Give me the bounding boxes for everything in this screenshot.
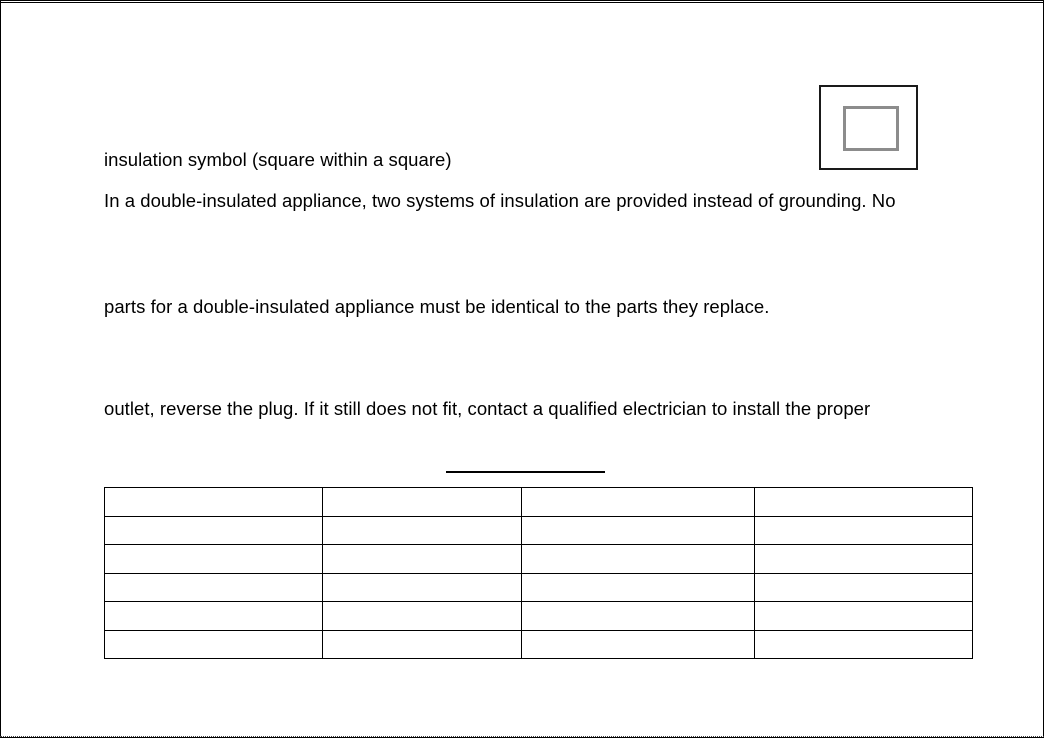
table-row <box>105 488 973 517</box>
bottom-dotted-rule <box>0 736 1044 737</box>
data-table <box>104 487 973 659</box>
text-line-insulation-symbol: insulation symbol (square within a square) <box>104 149 452 170</box>
heading-underline <box>446 471 605 473</box>
table-cell <box>755 545 973 574</box>
table-row <box>105 573 973 602</box>
table-cell <box>755 602 973 631</box>
table-row <box>105 516 973 545</box>
table-row <box>105 602 973 631</box>
table-cell <box>323 545 522 574</box>
table-cell <box>105 516 323 545</box>
inner-square-icon <box>843 106 899 151</box>
table-cell <box>323 630 522 659</box>
table-cell <box>522 630 755 659</box>
table-body <box>105 488 973 659</box>
table-cell <box>105 573 323 602</box>
table-cell <box>522 488 755 517</box>
table-cell <box>522 573 755 602</box>
table-cell <box>755 488 973 517</box>
top-border-rule <box>0 2 1044 3</box>
table-cell <box>105 630 323 659</box>
table-row <box>105 630 973 659</box>
table-cell <box>755 516 973 545</box>
table-cell <box>323 488 522 517</box>
table-cell <box>755 630 973 659</box>
table-cell <box>105 545 323 574</box>
table-cell <box>755 573 973 602</box>
text-line-outlet-plug: outlet, reverse the plug. If it still does not fit, contact a qualified electrician to install the proper <box>104 398 871 419</box>
table-cell <box>105 602 323 631</box>
table-cell <box>522 602 755 631</box>
text-line-double-insulated: In a double-insulated appliance, two systems of insulation are provided instead of grounding. No <box>104 190 896 211</box>
double-insulation-square-within-square-icon <box>819 85 918 170</box>
table-cell <box>323 602 522 631</box>
table-cell <box>105 488 323 517</box>
table-cell <box>323 516 522 545</box>
table-cell <box>522 545 755 574</box>
text-line-replacement-parts: parts for a double-insulated appliance must be identical to the parts they replace. <box>104 296 770 317</box>
table-cell <box>323 573 522 602</box>
table-row <box>105 545 973 574</box>
table-cell <box>522 516 755 545</box>
